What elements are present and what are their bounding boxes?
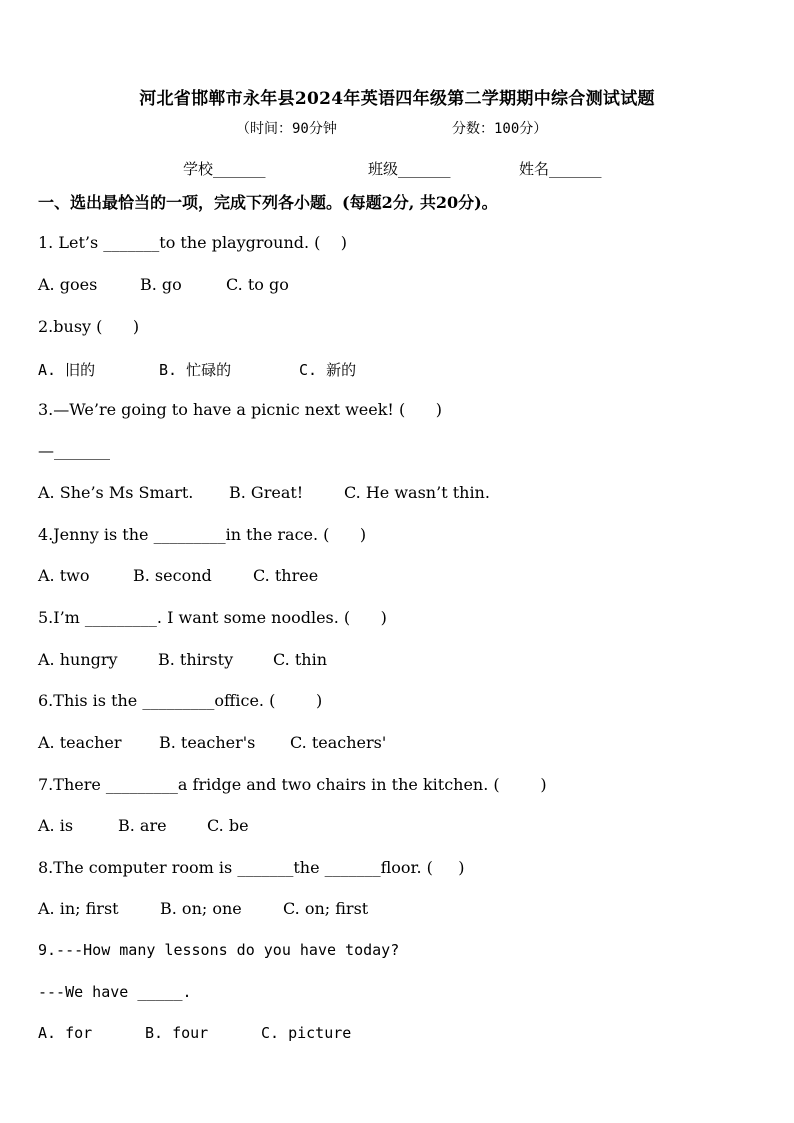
option-b: B. second — [133, 566, 212, 585]
time-limit: （时间：90分钟 — [236, 121, 337, 137]
option-c: C. three — [253, 566, 319, 585]
section-heading: 一、选出最恰当的一项，完成下列各小题。(每题2分, 共20分)。 — [38, 193, 498, 212]
option-c: C. be — [207, 816, 249, 835]
option-a: A. for — [38, 1024, 93, 1042]
option-a: A. two — [38, 566, 90, 585]
question-stem: 5.I’m _________. I want some noodles. ( ) — [38, 608, 387, 627]
question-stem: 1. Let’s _______to the playground. ( ) — [38, 233, 348, 252]
option-b: B. four — [145, 1024, 209, 1042]
question-stem: 8.The computer room is _______the _______floor. ( ) — [38, 858, 465, 877]
option-a: A. hungry — [38, 650, 118, 669]
option-c: C. to go — [226, 275, 289, 294]
question-stem: 9.---How many lessons do you have today? — [38, 941, 400, 959]
option-b: B. 忙碌的 — [159, 361, 232, 379]
option-c: C. 新的 — [299, 361, 357, 379]
option-b: B. go — [140, 275, 182, 294]
page-title: 河北省邯郸市永年县2024年英语四年级第二学期期中综合测试试题 — [139, 89, 655, 109]
option-a: A. teacher — [38, 733, 122, 752]
option-b: B. are — [118, 816, 167, 835]
option-c: C. teachers' — [290, 733, 387, 752]
question-answer-line: —_______ — [38, 441, 110, 460]
option-a: A. 旧的 — [38, 361, 96, 379]
option-b: B. teacher's — [159, 733, 256, 752]
option-a: A. goes — [38, 275, 98, 294]
question-stem: 6.This is the _________office. ( ) — [38, 691, 323, 710]
question-stem: 2.busy ( ) — [38, 317, 140, 336]
question-answer-line: ---We have _____. — [38, 983, 192, 1001]
total-score: 分数：100分） — [452, 121, 548, 137]
option-c: C. picture — [261, 1024, 352, 1042]
question-stem: 7.There _________a fridge and two chairs in the kitchen. ( ) — [38, 775, 547, 794]
option-a: A. is — [38, 816, 74, 835]
option-c: C. He wasn’t thin. — [344, 483, 490, 502]
question-stem: 4.Jenny is the _________in the race. ( ) — [38, 525, 367, 544]
option-b: B. on; one — [160, 899, 242, 918]
school-field: 学校_______ — [183, 160, 266, 178]
option-a: A. She’s Ms Smart. — [38, 483, 194, 502]
class-field: 班级_______ — [368, 160, 451, 178]
option-a: A. in; first — [38, 899, 119, 918]
option-b: B. Great! — [229, 483, 304, 502]
option-c: C. on; first — [283, 899, 369, 918]
option-c: C. thin — [273, 650, 327, 669]
option-b: B. thirsty — [158, 650, 234, 669]
question-stem: 3.—We’re going to have a picnic next week! ( ) — [38, 400, 442, 419]
name-field: 姓名_______ — [519, 160, 602, 178]
